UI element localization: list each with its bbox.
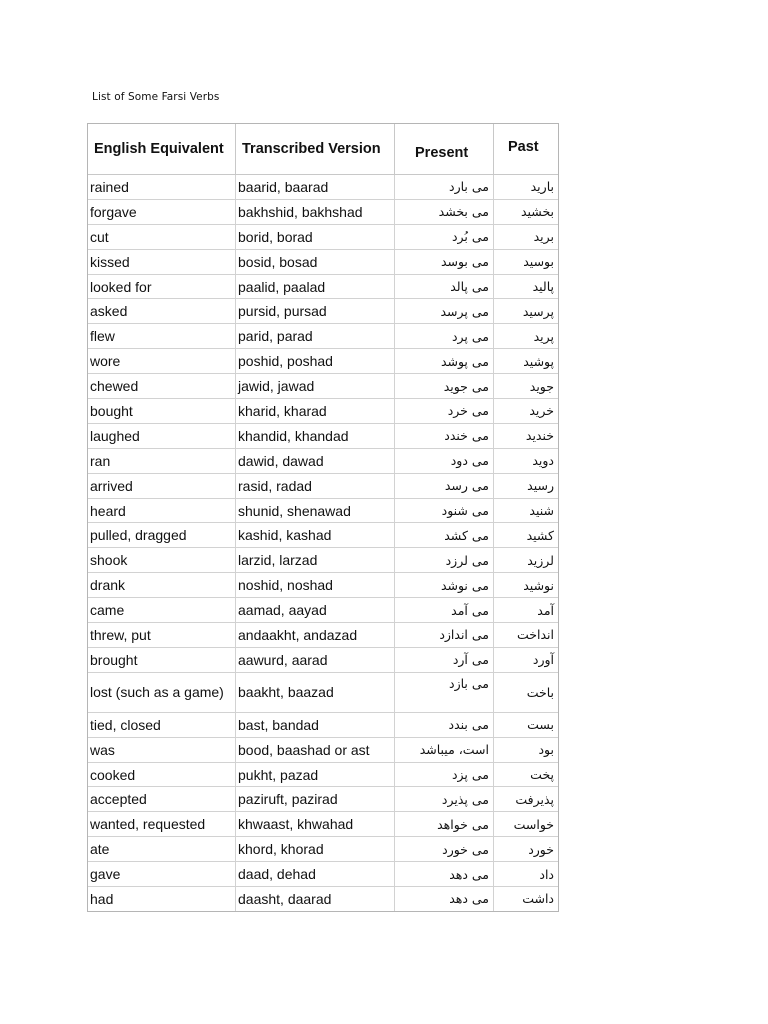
table-row: [88, 200, 558, 225]
cell-past: بست: [494, 713, 558, 738]
cell-present: می دود: [395, 449, 494, 474]
cell-english-equivalent: drank: [88, 573, 236, 598]
cell-past: کشید: [494, 523, 558, 548]
cell-past: لرزید: [494, 548, 558, 573]
cell-transcribed-version: shunid, shenawad: [236, 499, 395, 524]
cell-transcribed-version: khandid, khandad: [236, 424, 395, 449]
cell-transcribed-version: kharid, kharad: [236, 399, 395, 424]
cell-english-equivalent: came: [88, 598, 236, 623]
cell-past: پرسید: [494, 299, 558, 324]
header-transcribed-version: Transcribed Version: [236, 124, 395, 175]
cell-past: برید: [494, 225, 558, 250]
table-row: [88, 299, 558, 324]
cell-english-equivalent: heard: [88, 499, 236, 524]
cell-past: خندید: [494, 424, 558, 449]
cell-present: می پرد: [395, 324, 494, 349]
header-past: Past: [494, 124, 558, 175]
cell-past: آمد: [494, 598, 558, 623]
cell-past: داد: [494, 862, 558, 887]
cell-transcribed-version: pursid, pursad: [236, 299, 395, 324]
cell-past: داشت: [522, 891, 554, 907]
cell-present: می دهد: [395, 887, 494, 911]
cell-present: می جوید: [395, 374, 494, 399]
table-row: [88, 887, 558, 911]
table-row: [88, 374, 558, 399]
table-row: [88, 673, 558, 713]
cell-transcribed-version: pukht, pazad: [236, 763, 395, 788]
table-row: [88, 424, 558, 449]
cell-transcribed-version: larzid, larzad: [236, 548, 395, 573]
farsi-verbs-table: [87, 123, 559, 912]
table-row: [88, 812, 558, 837]
cell-present: می نوشد: [395, 573, 494, 598]
cell-past: شنید: [494, 499, 558, 524]
cell-past: انداخت: [494, 623, 558, 648]
cell-past: پذیرفت: [494, 787, 558, 812]
cell-present: می رسد: [395, 474, 494, 499]
cell-english-equivalent: was: [88, 738, 236, 763]
cell-transcribed-version: bood, baashad or ast: [236, 738, 395, 763]
cell-past: باخت: [494, 673, 558, 713]
table-row: [88, 713, 558, 738]
cell-transcribed-version: dawid, dawad: [236, 449, 395, 474]
cell-english-equivalent: tied, closed: [88, 713, 236, 738]
cell-transcribed-version: daad, dehad: [236, 862, 395, 887]
table-row: [88, 598, 558, 623]
table-row: [88, 787, 558, 812]
cell-transcribed-version: baarid, baarad: [236, 175, 395, 200]
cell-transcribed-version: poshid, poshad: [236, 349, 395, 374]
table-row: [88, 349, 558, 374]
cell-english-equivalent: lost (such as a game): [88, 673, 236, 713]
cell-english-equivalent: ran: [88, 449, 236, 474]
cell-present: می خواهد: [395, 812, 494, 837]
cell-past: پالید: [494, 275, 558, 300]
table-row: [88, 399, 558, 424]
cell-present: می آمد: [395, 598, 494, 623]
cell-transcribed-version: andaakht, andazad: [236, 623, 395, 648]
cell-transcribed-version: khwaast, khwahad: [236, 812, 395, 837]
cell-past: خرید: [494, 399, 558, 424]
table-row: [88, 862, 558, 887]
cell-present: می خرد: [395, 399, 494, 424]
table-row: [88, 523, 558, 548]
cell-transcribed-version: aawurd, aarad: [236, 648, 395, 673]
cell-present: می کشد: [395, 523, 494, 548]
cell-transcribed-version: baakht, baazad: [236, 673, 395, 713]
cell-english-equivalent: ate: [88, 837, 236, 862]
cell-past: جوید: [494, 374, 558, 399]
table-row: [88, 275, 558, 300]
cell-past: بخشید: [494, 200, 558, 225]
cell-transcribed-version: jawid, jawad: [236, 374, 395, 399]
cell-transcribed-version: daasht, daarad: [236, 887, 395, 911]
cell-present: می بازد: [395, 673, 494, 713]
cell-present: است، میباشد: [395, 738, 494, 763]
cell-past: نوشید: [494, 573, 558, 598]
cell-present: می لرزد: [395, 548, 494, 573]
table-row: [88, 763, 558, 788]
table-row: [88, 324, 558, 349]
cell-english-equivalent: wore: [88, 349, 236, 374]
cell-transcribed-version: kashid, kashad: [236, 523, 395, 548]
cell-present: می پرسد: [395, 299, 494, 324]
cell-present: می خندد: [395, 424, 494, 449]
table-row: [88, 623, 558, 648]
cell-present: می بارد: [395, 175, 494, 200]
cell-english-equivalent: chewed: [88, 374, 236, 399]
cell-english-equivalent: had: [88, 887, 236, 911]
table-row: [88, 449, 558, 474]
cell-english-equivalent: wanted, requested: [88, 812, 236, 837]
cell-past: خواست: [494, 812, 558, 837]
header-row: [88, 124, 558, 175]
cell-transcribed-version: borid, borad: [236, 225, 395, 250]
cell-present: می بُرد: [395, 225, 494, 250]
table-row: [88, 648, 558, 673]
cell-english-equivalent: looked for: [88, 275, 236, 300]
table-row: [88, 548, 558, 573]
cell-transcribed-version: paalid, paalad: [236, 275, 395, 300]
cell-english-equivalent: forgave: [88, 200, 236, 225]
cell-transcribed-version: khord, khorad: [236, 837, 395, 862]
cell-english-equivalent: gave: [88, 862, 236, 887]
table-row: [88, 474, 558, 499]
cell-present: می پزد: [395, 763, 494, 788]
table-header: [88, 124, 558, 175]
cell-present: می بندد: [395, 713, 494, 738]
cell-english-equivalent: cooked: [88, 763, 236, 788]
cell-past: بود: [494, 738, 558, 763]
cell-english-equivalent: shook: [88, 548, 236, 573]
cell-present: می خورد: [395, 837, 494, 862]
cell-past: خورد: [494, 837, 558, 862]
cell-english-equivalent: brought: [88, 648, 236, 673]
cell-present: می شنود: [395, 499, 494, 524]
cell-present: می پالد: [395, 275, 494, 300]
cell-past: بارید: [494, 175, 558, 200]
cell-english-equivalent: arrived: [88, 474, 236, 499]
table-body: [88, 175, 558, 911]
cell-english-equivalent: threw, put: [88, 623, 236, 648]
cell-present: می آرد: [395, 648, 494, 673]
cell-past: پرید: [494, 324, 558, 349]
cell-english-equivalent: bought: [88, 399, 236, 424]
cell-english-equivalent: accepted: [88, 787, 236, 812]
cell-transcribed-version: bosid, bosad: [236, 250, 395, 275]
cell-past: دوید: [494, 449, 558, 474]
cell-transcribed-version: paziruft, pazirad: [236, 787, 395, 812]
table-row: [88, 225, 558, 250]
table-row: [88, 250, 558, 275]
cell-english-equivalent: laughed: [88, 424, 236, 449]
cell-transcribed-version: rasid, radad: [236, 474, 395, 499]
cell-english-equivalent: rained: [88, 175, 236, 200]
cell-past: پوشید: [494, 349, 558, 374]
cell-past: بوسید: [494, 250, 558, 275]
table-row: [88, 738, 558, 763]
cell-present: می اندازد: [395, 623, 494, 648]
table-row: [88, 573, 558, 598]
table-row: [88, 499, 558, 524]
cell-past: رسید: [494, 474, 558, 499]
cell-past: آورد: [494, 648, 558, 673]
cell-transcribed-version: aamad, aayad: [236, 598, 395, 623]
document-title: List of Some Farsi Verbs: [92, 91, 220, 103]
table-row: [88, 175, 558, 200]
cell-present: می دهد: [395, 862, 494, 887]
cell-transcribed-version: bast, bandad: [236, 713, 395, 738]
cell-english-equivalent: kissed: [88, 250, 236, 275]
header-english-equivalent: English Equivalent: [88, 124, 236, 175]
cell-transcribed-version: bakhshid, bakhshad: [236, 200, 395, 225]
cell-english-equivalent: pulled, dragged: [88, 523, 236, 548]
cell-present: می بخشد: [395, 200, 494, 225]
table-row: [88, 837, 558, 862]
cell-transcribed-version: parid, parad: [236, 324, 395, 349]
cell-present: می بوسد: [395, 250, 494, 275]
cell-english-equivalent: cut: [88, 225, 236, 250]
cell-english-equivalent: asked: [88, 299, 236, 324]
cell-past: پخت: [494, 763, 558, 788]
header-present: Present: [395, 124, 494, 175]
cell-transcribed-version: noshid, noshad: [236, 573, 395, 598]
cell-present: می پذیرد: [395, 787, 494, 812]
cell-present: می پوشد: [395, 349, 494, 374]
cell-english-equivalent: flew: [88, 324, 236, 349]
